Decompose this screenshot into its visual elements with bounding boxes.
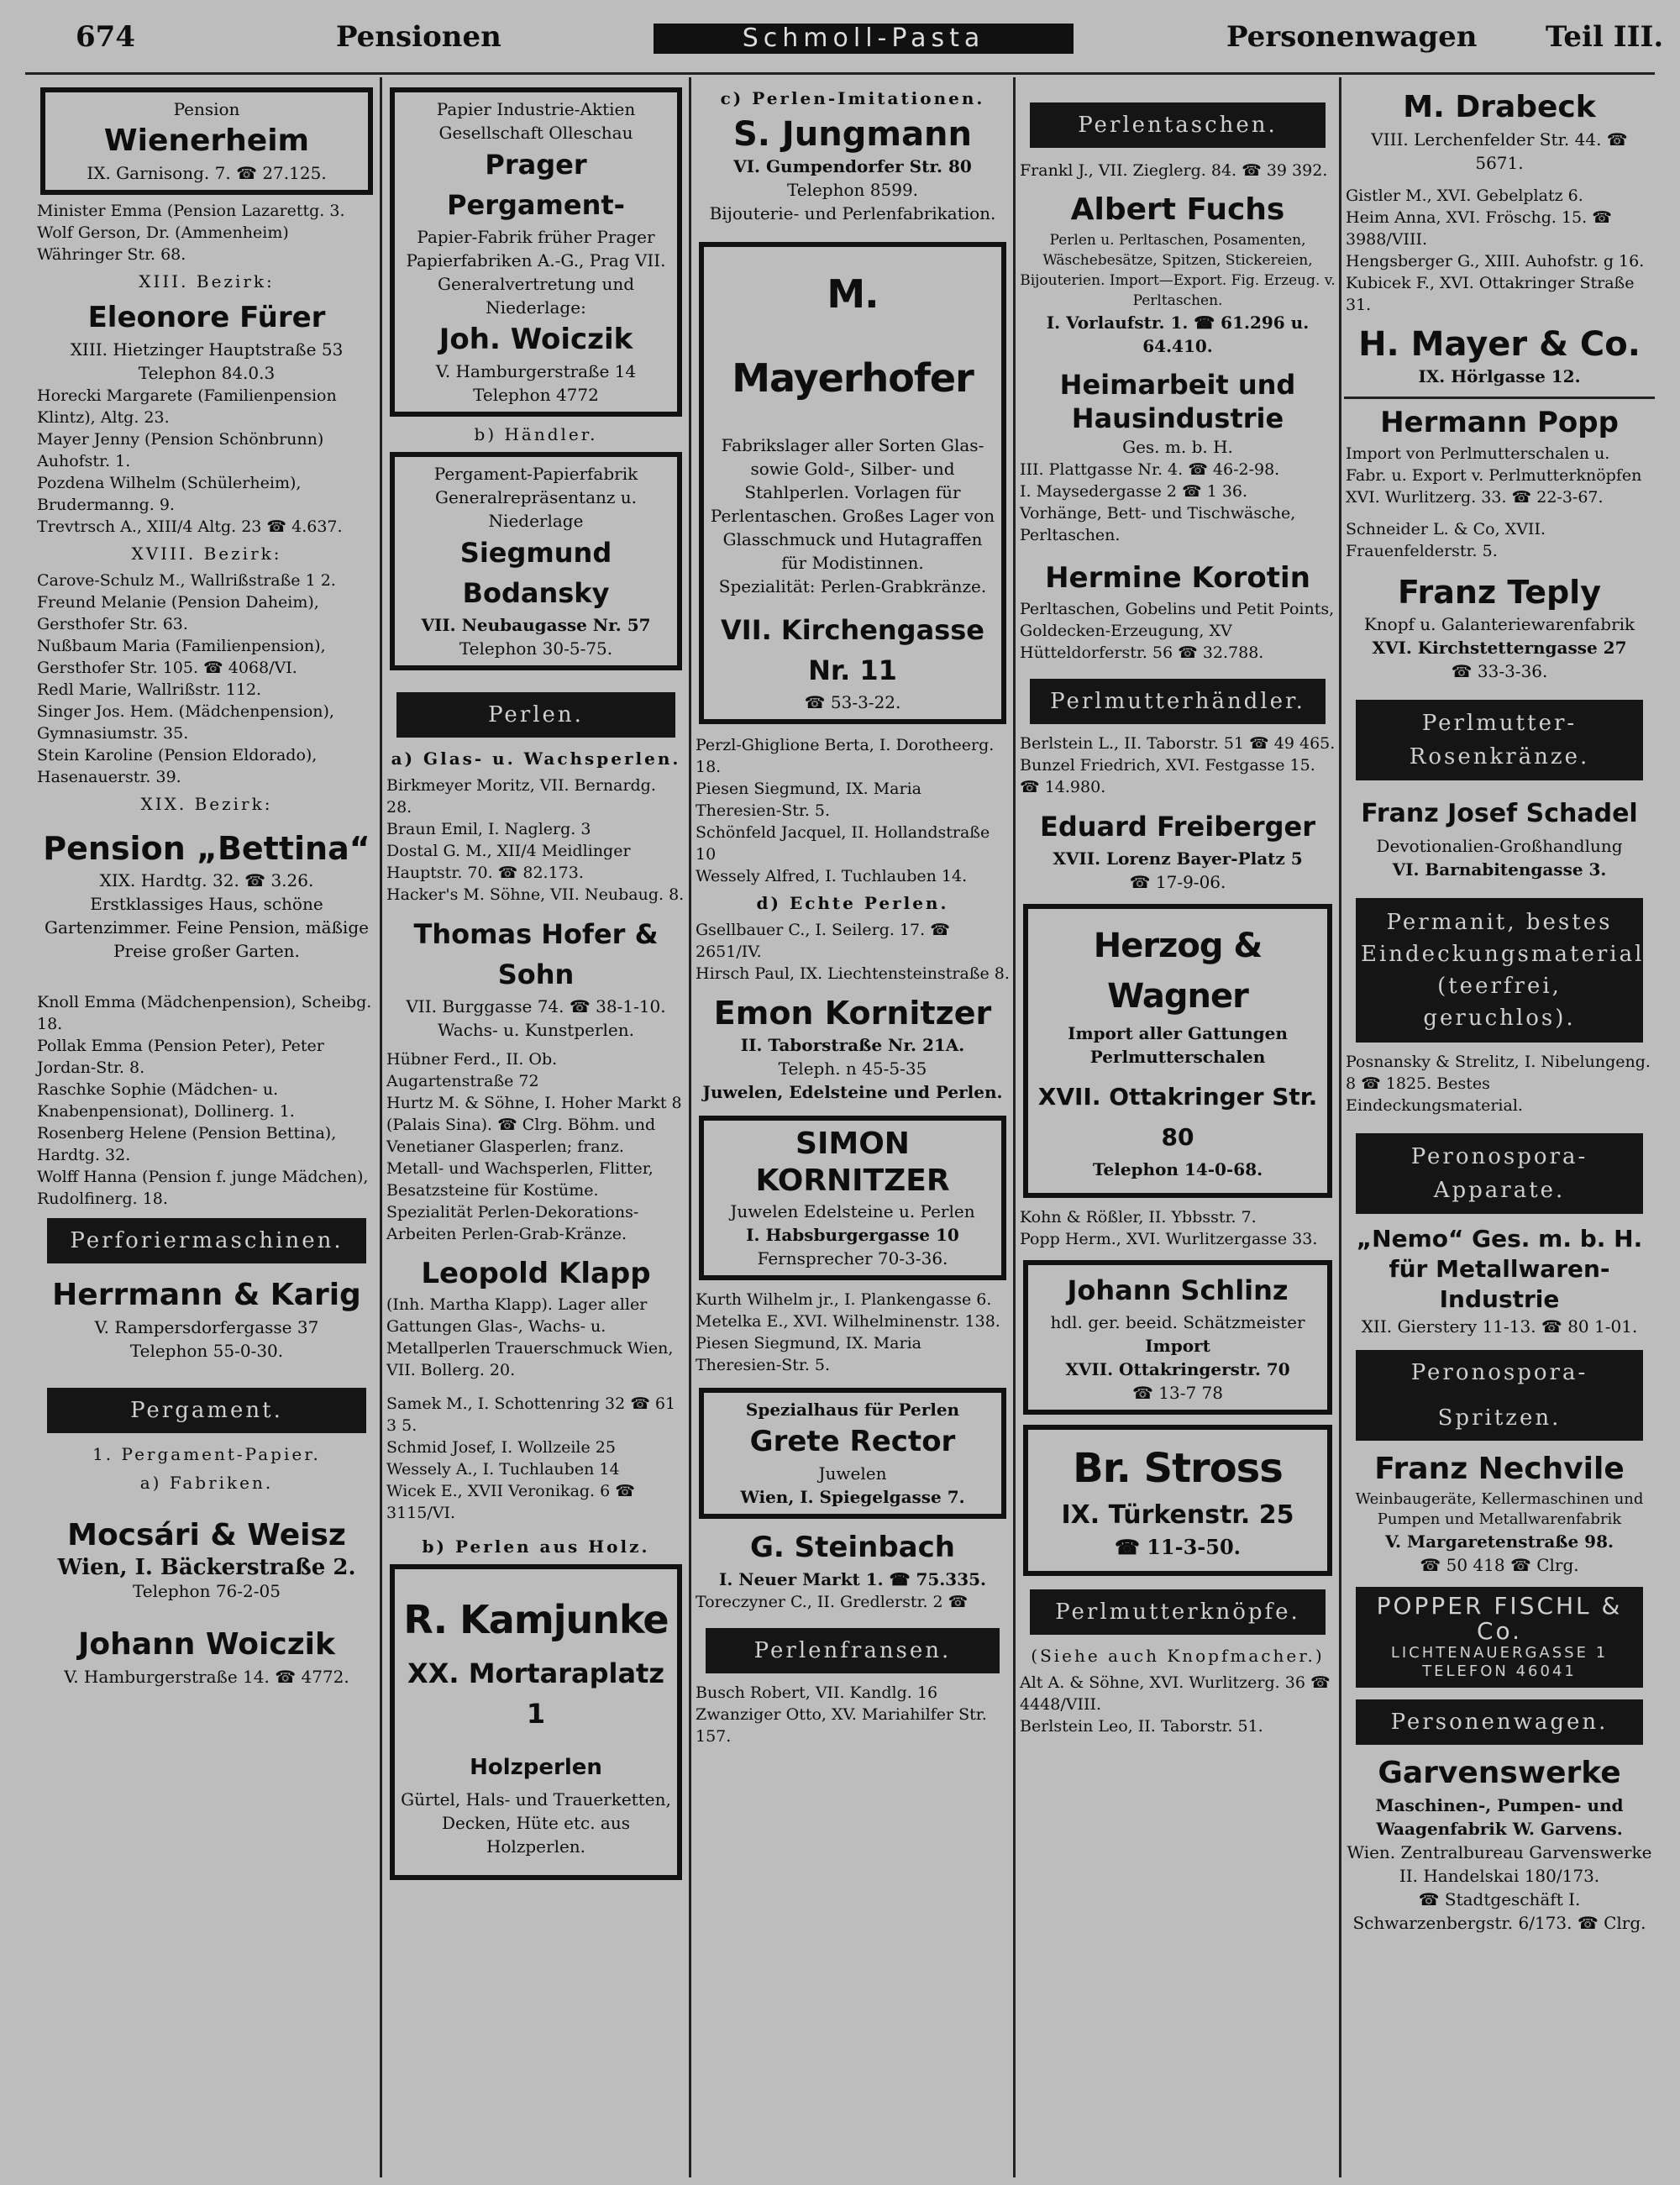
advert-line: ☎ 17-9-06.	[1129, 872, 1226, 892]
advert-line: VII. Neubaugasse Nr. 57	[421, 615, 651, 635]
advert-title: Leopold Klapp	[421, 1257, 651, 1290]
advert-box	[1023, 1425, 1332, 1576]
advert-title: Thomas Hofer & Sohn	[413, 918, 659, 990]
advert-line: Fabrikslager aller Sorten Glas- sowie Gold-, Silber- und Stahlperlen. Vorlagen für Perlentaschen. Großes Lager von Glasschmuck und Hutagraffen für Modistinnen.	[710, 435, 995, 573]
advert-line: Spezialhaus für Perlen	[745, 1400, 960, 1420]
listing-entry: Horecki Margarete (Familienpension Klintz), Altg. 23.	[37, 386, 337, 427]
advert-title: Mocsári & Weisz	[67, 1518, 346, 1552]
advert-title: M. Drabeck	[1403, 90, 1596, 124]
advert-line: Erstklassiges Haus, schöne Gartenzimmer. Feine Pension, mäßige Preise großer Garten.	[45, 894, 369, 961]
advert-box	[699, 1116, 1006, 1280]
listing-entry: Wicek E., XVII Veronikag. 6 ☎ 3115/VI.	[386, 1482, 635, 1522]
listing-entry: Redl Marie, Wallrißstr. 112.	[37, 680, 262, 699]
listing-entry: Kohn & Rößler, II. Ybbsstr. 7.	[1020, 1208, 1257, 1226]
listing-entry: Wessely Alfred, I. Tuchlauben 14.	[696, 867, 968, 885]
advert-line: V. Hamburgerstraße 14. ☎ 4772.	[64, 1667, 349, 1687]
advert-title: Franz Nechvile	[1374, 1452, 1625, 1486]
advert-line: I. Vorlaufstr. 1. ☎ 61.296 u. 64.410.	[1046, 313, 1310, 356]
advert-line: VII. Kirchengasse Nr. 11	[721, 614, 984, 686]
advert-line: XVII. Lorenz Bayer-Platz 5	[1053, 848, 1303, 869]
advert-line: Wachs- u. Kunstperlen.	[437, 1020, 635, 1040]
listing-entry: Stein Karoline (Pension Eldorado), Hasenauerstr. 39.	[37, 746, 318, 786]
advert-title: SIMON KORNITZER	[755, 1127, 950, 1198]
category-bar: Pergament.	[47, 1388, 366, 1433]
advert-line: XVII. Ottakringer Str. 80	[1037, 1083, 1318, 1151]
listing-entry: Wessely A., I. Tuchlauben 14	[386, 1460, 620, 1479]
header-part-label: Teil III.	[1546, 20, 1664, 54]
advert-title: R. Kamjunke	[403, 1597, 669, 1642]
header-rule	[25, 72, 1655, 75]
advert-title: Wienerheim	[103, 123, 310, 158]
listing-entry: Singer Jos. Hem. (Mädchenpension), Gymnasiumstr. 35.	[37, 702, 334, 743]
advert-line: Telephon 55-0-30.	[129, 1341, 284, 1361]
advert-line: Telephon 30-5-75.	[459, 638, 613, 659]
listing-entry: Perzl-Ghiglione Berta, I. Dorotheerg. 18.	[696, 736, 995, 776]
listing-entry: Knoll Emma (Mädchenpension), Scheibg. 18.	[37, 993, 372, 1033]
listing-entry: Wolf Gerson, Dr. (Ammenheim) Währinger Str. 68.	[37, 223, 289, 264]
category-bar: Perlmutterhändler.	[1030, 679, 1326, 724]
advert-line: Pergament-Papierfabrik	[433, 464, 638, 484]
advert-box	[1023, 904, 1332, 1198]
advert-line: Devotionalien-Großhandlung	[1376, 836, 1623, 856]
advert-line: Juwelen, Edelsteine und Perlen.	[702, 1082, 1003, 1102]
advert-line: I. Habsburgergasse 10	[746, 1225, 959, 1245]
advert-line: Vorhänge, Bett- und Tischwäsche, Perltaschen.	[1020, 504, 1296, 544]
listing-entry: Popp Herm., XVI. Wurlitzergasse 33.	[1020, 1230, 1318, 1248]
advert-title: Herzog & Wagner	[1093, 927, 1263, 1016]
listing-entry: Trevtrsch A., XIII/4 Altg. 23 ☎ 4.637.	[37, 517, 343, 536]
advert-line: Papier Industrie-Aktien Gesellschaft Olleschau	[436, 99, 636, 143]
column-5	[1344, 82, 1655, 2178]
advert-title: S. Jungmann	[732, 115, 973, 154]
advert-title: Emon Kornitzer	[713, 995, 992, 1032]
section-heading: XIX. Bezirk:	[140, 794, 273, 814]
listing-entry: Nußbaum Maria (Familienpension), Gersthofer Str. 105. ☎ 4068/VI.	[37, 637, 326, 677]
advert-title: Franz Josef Schadel	[1361, 799, 1638, 828]
listing-entry: Zwanziger Otto, XV. Mariahilfer Str. 157.	[696, 1705, 987, 1746]
category-bar: Permanit, bestes Eindeckungsmaterial (teerfrei, geruchlos).	[1356, 898, 1643, 1043]
category-bar: Perlmutter-Rosenkränze.	[1356, 700, 1643, 780]
advert-line: Perlen u. Perltaschen, Posamenten, Wäschebesätze, Spitzen, Stickereien, Bijouterien. Import—Export. Fig. Erzeug. v. Perltaschen.	[1020, 232, 1336, 309]
advert-box	[390, 1564, 682, 1880]
advert-title: Eleonore Fürer	[87, 301, 326, 334]
category-bar: Perforiermaschinen.	[47, 1218, 366, 1263]
listing-entry: Piesen Siegmund, IX. Maria Theresien-Str. 5.	[696, 1334, 921, 1374]
header-left-keyword: Pensionen	[336, 20, 501, 54]
advert-box	[1349, 82, 1650, 180]
listing-entry: Hacker's M. Söhne, VII. Neubaug. 8.	[386, 885, 685, 904]
advert-box	[390, 87, 682, 417]
advert-title: Albert Fuchs	[1070, 192, 1285, 227]
listing-entry: Kubicek F., XVI. Ottakringer Straße 31.	[1346, 274, 1635, 314]
section-heading: c) Perlen-Imitationen.	[720, 88, 985, 108]
category-bar: Personenwagen.	[1356, 1699, 1643, 1745]
advert-line: IX. Hörlgasse 12.	[1418, 366, 1581, 386]
advert-line: VI. Barnabitengasse 3.	[1392, 859, 1607, 880]
page-number: 674	[76, 20, 135, 54]
advert-line: (Inh. Martha Klapp). Lager aller Gattungen Glas-, Wachs- u. Metallperlen Trauerschmuck Wien, VII. Bollerg. 20.	[386, 1295, 674, 1379]
listing-entry: Gistler M., XVI. Gebelplatz 6.	[1346, 186, 1583, 205]
listing-entry: Schmid Josef, I. Wollzeile 25	[386, 1438, 616, 1457]
advert-line: Telephon 76-2-05	[133, 1581, 281, 1601]
listing-entry: Bunzel Friedrich, XVI. Festgasse 15. ☎ 14.980.	[1020, 756, 1315, 796]
advert-line: VII. Burggasse 74. ☎ 38-1-10.	[406, 996, 666, 1016]
advert-box	[40, 87, 373, 195]
advert-line: ☎ 33-3-36.	[1451, 661, 1548, 681]
advert-line: Teleph. n 45-5-35	[778, 1058, 927, 1079]
advert-line: TELEFON 46041	[1422, 1662, 1577, 1680]
advert-line: Generalrepräsentanz u. Niederlage	[434, 487, 638, 531]
listing-entry: Schneider L. & Co, XVII. Frauenfelderstr. 5.	[1346, 520, 1546, 560]
advert-line: Telephon 84.0.3	[138, 363, 276, 383]
listing-entry: Wolff Hanna (Pension f. junge Mädchen), Rudolfinerg. 18.	[37, 1168, 369, 1208]
advert-line: ☎ Stadtgeschäft I. Schwarzenbergstr. 6/173. ☎ Clrg.	[1352, 1889, 1646, 1933]
advert-line: Papier-Fabrik früher Prager Papierfabriken A.-G., Prag VII.	[406, 227, 666, 270]
category-bar: Perlentaschen.	[1030, 102, 1326, 148]
advert-line: XVI. Kirchstetterngasse 27	[1372, 638, 1627, 658]
advert-line: Bijouterie- und Perlenfabrikation.	[709, 203, 996, 223]
listing-entry: Piesen Siegmund, IX. Maria Theresien-Str. 5.	[696, 780, 921, 820]
column-2	[385, 82, 687, 2178]
section-heading: XIII. Bezirk:	[139, 271, 275, 292]
advert-line: VI. Gumpendorfer Str. 80	[733, 156, 972, 176]
advert-line: V. Hamburgerstraße 14	[435, 361, 637, 381]
advert-line: LICHTENAUERGASSE 1	[1390, 1644, 1609, 1662]
advert-line: Juwelen Edelsteine u. Perlen	[730, 1201, 975, 1221]
advert-title: Franz Teply	[1398, 574, 1601, 611]
listing-entry: Hübner Ferd., II. Ob. Augartenstraße 72	[386, 1050, 558, 1090]
listing-entry: Busch Robert, VII. Kandlg. 16	[696, 1683, 938, 1702]
advert-line: I. Maysedergasse 2 ☎ 1 36.	[1020, 482, 1248, 501]
column-4	[1018, 82, 1337, 2178]
advert-name: Siegmund Bodansky	[459, 537, 612, 609]
advert-title: „Nemo“ Ges. m. b. H. für Metallwaren-Industrie	[1356, 1225, 1643, 1313]
listing-entry: Mayer Jenny (Pension Schönbrunn) Auhofstr. 1.	[37, 430, 324, 470]
listing-entry: Kurth Wilhelm jr., I. Plankengasse 6.	[696, 1290, 992, 1309]
listing-entry: Heim Anna, XVI. Fröschg. 15. ☎ 3988/VIII.	[1346, 208, 1612, 249]
advert-title: Hermine Korotin	[1045, 561, 1310, 595]
section-heading: 1. Pergament-Papier.	[92, 1444, 321, 1464]
advert-line: Holzperlen	[470, 1755, 602, 1780]
advert-box	[390, 452, 682, 670]
advert-line: Import von Perlmutterschalen u. Fabr. u. Export v. Perlmutterknöpfen XVI. Wurlitzerg. 33. ☎ 22-3-67.	[1346, 444, 1642, 507]
advert-line: I. Neuer Markt 1. ☎ 75.335.	[719, 1569, 986, 1589]
section-heading: a) Glas- u. Wachsperlen.	[391, 748, 681, 769]
category-bar: Perlenfransen.	[706, 1628, 1000, 1673]
advert-line: Ges. m. b. H.	[1122, 437, 1233, 457]
advert-line: XIX. Hardtg. 32. ☎ 3.26.	[99, 870, 314, 890]
listing-entry: Schönfeld Jacquel, II. Hollandstraße 10	[696, 823, 990, 864]
listing-entry: Hengsberger G., XIII. Auhofstr. g 16.	[1346, 252, 1645, 270]
category-bar: Peronospora-Spritzen.	[1356, 1350, 1643, 1441]
listing-entry: Pozdena Wilhelm (Schülerheim), Brudermanng. 9.	[37, 474, 302, 514]
advert-title: Heimarbeit und Hausindustrie	[1059, 369, 1296, 434]
advert-title: G. Steinbach	[750, 1531, 955, 1564]
column-divider	[1013, 77, 1016, 2177]
advert-line: Gürtel, Hals- und Trauerketten, Decken, Hüte etc. aus Holzperlen.	[401, 1789, 671, 1857]
advert-line: ☎ 53-3-22.	[804, 692, 901, 712]
listing-entry: Berlstein Leo, II. Taborstr. 51.	[1020, 1717, 1263, 1736]
advert-line: XVII. Ottakringerstr. 70	[1065, 1359, 1290, 1379]
column-divider	[380, 77, 382, 2177]
advert-line: Wien, I. Spiegelgasse 7.	[740, 1487, 965, 1507]
category-bar	[1356, 1587, 1643, 1688]
advert-line: XII. Gierstery 11-13. ☎ 80 1-01.	[1361, 1316, 1638, 1337]
advert-title: POPPER FISCHL & Co.	[1376, 1592, 1623, 1645]
advert-name: Joh. Woiczik	[438, 323, 633, 356]
listing-entry: Braun Emil, I. Naglerg. 3	[386, 820, 591, 838]
listing-entry: Frankl J., VII. Zieglerg. 84. ☎ 39 392.	[1020, 161, 1328, 180]
section-heading: XVIII. Bezirk:	[131, 544, 282, 564]
advert-box	[1023, 1260, 1332, 1415]
divider	[1344, 397, 1655, 399]
advert-line: ☎ 13-7 78	[1131, 1383, 1223, 1403]
advert-box	[699, 1388, 1006, 1519]
listing-entry: Hirsch Paul, IX. Liechtensteinstraße 8.	[696, 964, 1010, 983]
column-3	[694, 82, 1011, 2178]
section-heading: d) Echte Perlen.	[756, 893, 949, 913]
listing-entry: Samek M., I. Schottenring 32 ☎ 61 3 5.	[386, 1395, 676, 1435]
spacer	[35, 963, 378, 991]
header-advert-band: Schmoll-Pasta	[654, 24, 1074, 54]
advert-line: Import aller Gattungen Perlmutterschalen	[1068, 1023, 1288, 1067]
listing-entry: Rosenberg Helene (Pension Bettina), Hardtg. 32.	[37, 1124, 337, 1164]
section-heading: (Siehe auch Knopfmacher.)	[1031, 1646, 1325, 1666]
advert-line: Maschinen-, Pumpen- und Waagenfabrik W. Garvens.	[1375, 1795, 1624, 1839]
header-right-keyword: Personenwagen	[1226, 20, 1478, 54]
advert-line: Telephon 14-0-68.	[1092, 1159, 1263, 1179]
advert-title: Garvenswerke	[1378, 1756, 1621, 1790]
advert-line: Fernsprecher 70-3-36.	[757, 1248, 948, 1268]
advert-title: Herrmann & Karig	[52, 1278, 361, 1312]
column-1	[35, 82, 378, 2178]
advert-line: IX. Türkenstr. 25	[1061, 1500, 1294, 1530]
advert-line: ☎ 50 418 ☎ Clrg.	[1420, 1555, 1579, 1575]
listing-entry: Alt A. & Söhne, XVI. Wurlitzerg. 36 ☎ 4448/VIII.	[1020, 1673, 1331, 1714]
advert-line: Wien. Zentralbureau Garvenswerke II. Handelskai 180/173.	[1347, 1842, 1652, 1886]
section-heading: b) Perlen aus Holz.	[422, 1536, 650, 1557]
advert-line: II. Taborstraße Nr. 21A.	[740, 1035, 965, 1055]
listing-entry: Metelka E., XVI. Wilhelminenstr. 138.	[696, 1312, 1000, 1331]
listing-entry: Posnansky & Strelitz, I. Nibelungeng. 8 ☎ 1825. Bestes Eindeckungsmaterial.	[1346, 1053, 1651, 1115]
listing-entry: Carove-Schulz M., Wallrißstraße 1 2.	[37, 571, 336, 590]
category-bar: Perlen.	[396, 692, 675, 738]
listing-entry: Birkmeyer Moritz, VII. Bernardg. 28.	[386, 776, 656, 817]
advert-kicker: Pension	[173, 99, 240, 119]
advert-title: Grete Rector	[749, 1425, 956, 1458]
advert-line: Knopf u. Galanteriewarenfabrik	[1363, 614, 1635, 634]
listing-entry: Freund Melanie (Pension Daheim), Gersthofer Str. 63.	[37, 593, 319, 633]
advert-line: Perltaschen, Gobelins und Petit Points, Goldecken-Erzeugung, XV Hütteldorferstr. 56 ☎ 32.788.	[1020, 600, 1335, 662]
advert-title: M. Mayerhofer	[732, 271, 974, 401]
listing-entry: Raschke Sophie (Mädchen- u. Knabenpensionat), Dollinerg. 1.	[37, 1080, 295, 1121]
advert-line: XX. Mortaraplatz 1	[407, 1657, 664, 1730]
listing-entry: Pollak Emma (Pension Peter), Peter Jordan-Str. 8.	[37, 1037, 324, 1077]
advert-line: Wien, I. Bäckerstraße 2.	[57, 1555, 356, 1580]
category-bar: Perlmutterknöpfe.	[1030, 1589, 1326, 1635]
advert-line: Juwelen	[818, 1463, 887, 1484]
advert-title: Br. Stross	[1073, 1445, 1283, 1492]
listing-entry: Berlstein L., II. Taborstr. 51 ☎ 49 465.	[1020, 734, 1336, 753]
advert-line: Telephon 4772	[473, 385, 599, 405]
listing-entry: Toreczyner C., II. Gredlerstr. 2 ☎	[696, 1593, 969, 1611]
listing-entry: Hurtz M. & Söhne, I. Hoher Markt 8 (Palais Sina). ☎ Clrg. Böhm. und Venetianer Glasperlen; franz. Metall- und Wachsperlen, Flitter, Besatzsteine für Kostüme. Spezialität Perlen-Dekorations-Arbeiten Perlen-Grab-Kränze.	[386, 1094, 682, 1243]
advert-box	[699, 242, 1006, 724]
column-divider	[689, 77, 691, 2177]
advert-line: VIII. Lerchenfelder Str. 44. ☎ 5671.	[1371, 129, 1628, 173]
advert-line: IX. Garnisong. 7. ☎ 27.125.	[87, 163, 327, 183]
advert-line: Telephon 8599.	[786, 180, 919, 200]
advert-line: ☎ 11-3-50.	[1114, 1535, 1242, 1559]
advert-title: Pension „Bettina“	[43, 830, 370, 867]
advert-title: Prager Pergament-	[447, 149, 625, 221]
advert-line: V. Rampersdorfergasse 37	[94, 1317, 319, 1337]
advert-line: Weinbaugeräte, Kellermaschinen und Pumpen und Metallwarenfabrik	[1355, 1490, 1644, 1528]
advert-line: Import	[1145, 1336, 1210, 1356]
advert-title: H. Mayer & Co.	[1358, 325, 1641, 364]
advert-line: V. Margaretenstraße 98.	[1385, 1531, 1614, 1552]
advert-title: Johann Schlinz	[1067, 1274, 1289, 1306]
advert-title: Johann Woiczik	[78, 1627, 335, 1662]
advert-line: Generalvertretung und Niederlage:	[437, 274, 635, 318]
category-bar: Peronospora-Apparate.	[1356, 1133, 1643, 1214]
advert-line: XIII. Hietzinger Hauptstraße 53	[70, 339, 344, 360]
advert-line: hdl. ger. beeid. Schätzmeister	[1050, 1312, 1305, 1332]
listing-entry: Minister Emma (Pension Lazarettg. 3.	[37, 202, 345, 220]
listing-entry: Gsellbauer C., I. Seilerg. 17. ☎ 2651/IV.	[696, 921, 950, 961]
advert-line: Spezialität: Perlen-Grabkränze.	[718, 576, 987, 596]
listing-entry: Dostal G. M., XII/4 Meidlinger Hauptstr. 70. ☎ 82.173.	[386, 842, 631, 882]
section-heading: a) Fabriken.	[139, 1473, 274, 1493]
advert-line: III. Plattgasse Nr. 4. ☎ 46-2-98.	[1020, 460, 1280, 479]
advert-title: Hermann Popp	[1380, 406, 1619, 439]
section-heading: b) Händler.	[474, 424, 598, 444]
column-divider	[1339, 77, 1341, 2177]
advert-title: Eduard Freiberger	[1039, 811, 1315, 843]
